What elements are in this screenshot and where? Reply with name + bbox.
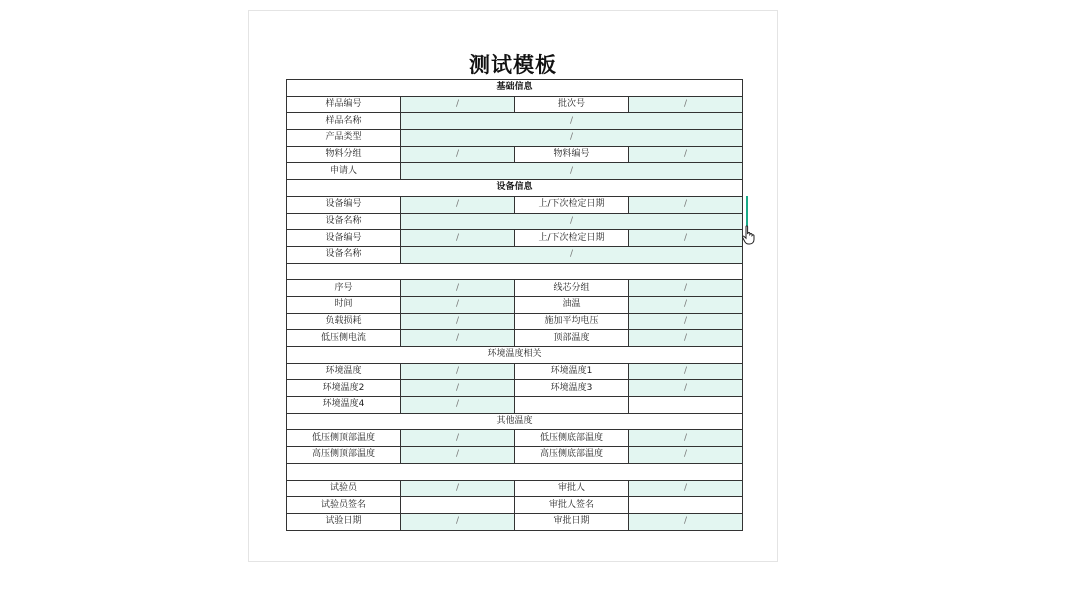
- table-row: [287, 113, 743, 130]
- field-value[interactable]: /: [401, 330, 515, 347]
- field-label: 环境温度1: [515, 363, 629, 380]
- field-value[interactable]: /: [401, 363, 515, 380]
- field-label: 设备编号: [287, 196, 401, 213]
- field-label: 时间: [287, 296, 401, 313]
- field-label: 批次号: [515, 96, 629, 113]
- table-row: [287, 397, 743, 414]
- field-label: 试验日期: [287, 513, 401, 530]
- hand-pointer-icon: [741, 225, 756, 245]
- field-value[interactable]: /: [629, 230, 743, 247]
- field-value[interactable]: /: [629, 330, 743, 347]
- table-row: [287, 447, 743, 464]
- field-value[interactable]: /: [401, 513, 515, 530]
- field-value[interactable]: /: [401, 230, 515, 247]
- field-value[interactable]: /: [629, 513, 743, 530]
- field-value[interactable]: /: [401, 296, 515, 313]
- field-value[interactable]: /: [629, 380, 743, 397]
- table-row: [287, 180, 743, 197]
- field-label: 低压侧顶部温度: [287, 430, 401, 447]
- field-label: 上/下次检定日期: [515, 196, 629, 213]
- table-row: [287, 80, 743, 97]
- field-label: 低压侧底部温度: [515, 430, 629, 447]
- table-row: [287, 130, 743, 147]
- field-label: 设备编号: [287, 230, 401, 247]
- field-label: 序号: [287, 280, 401, 297]
- field-value[interactable]: /: [629, 296, 743, 313]
- field-label: 环境温度: [287, 363, 401, 380]
- field-value[interactable]: /: [401, 146, 515, 163]
- section-header-other-temp: 其他温度: [287, 413, 743, 430]
- field-value[interactable]: /: [629, 313, 743, 330]
- document-page: [248, 10, 778, 562]
- table-row-spacer: [287, 263, 743, 280]
- field-label: 油温: [515, 296, 629, 313]
- field-value[interactable]: /: [401, 480, 515, 497]
- section-header-equipment: 设备信息: [287, 180, 743, 197]
- field-value[interactable]: /: [629, 196, 743, 213]
- field-label: 审批人: [515, 480, 629, 497]
- field-label: 审批日期: [515, 513, 629, 530]
- field-label: 样品名称: [287, 113, 401, 130]
- document-title: 测试模板: [469, 53, 557, 77]
- field-value[interactable]: /: [401, 113, 743, 130]
- field-label: 顶部温度: [515, 330, 629, 347]
- field-value[interactable]: /: [401, 313, 515, 330]
- field-value[interactable]: /: [629, 480, 743, 497]
- field-value[interactable]: /: [629, 146, 743, 163]
- table-row: [287, 480, 743, 497]
- field-value[interactable]: /: [401, 397, 515, 414]
- table-row: [287, 196, 743, 213]
- table-row: [287, 330, 743, 347]
- field-label: 负载损耗: [287, 313, 401, 330]
- field-value[interactable]: /: [629, 447, 743, 464]
- field-label: 环境温度3: [515, 380, 629, 397]
- field-value[interactable]: /: [629, 96, 743, 113]
- table-row: [287, 280, 743, 297]
- signature-cell[interactable]: [401, 497, 515, 514]
- empty-row: [287, 263, 743, 280]
- empty-cell: [515, 397, 629, 414]
- field-value[interactable]: /: [401, 280, 515, 297]
- field-value[interactable]: /: [401, 246, 743, 263]
- field-label: 申请人: [287, 163, 401, 180]
- section-header-basic: 基础信息: [287, 80, 743, 97]
- field-label: 上/下次检定日期: [515, 230, 629, 247]
- table-row: [287, 380, 743, 397]
- field-label: 物料编号: [515, 146, 629, 163]
- table-row: [287, 497, 743, 514]
- table-row: [287, 363, 743, 380]
- table-row: [287, 96, 743, 113]
- table-row: [287, 296, 743, 313]
- field-label: 样品编号: [287, 96, 401, 113]
- field-value[interactable]: /: [401, 96, 515, 113]
- field-label: 审批人签名: [515, 497, 629, 514]
- field-label: 物料分组: [287, 146, 401, 163]
- field-label: 高压侧底部温度: [515, 447, 629, 464]
- field-label: 低压侧电流: [287, 330, 401, 347]
- field-value[interactable]: /: [401, 163, 743, 180]
- field-label: 试验员: [287, 480, 401, 497]
- table-row: [287, 347, 743, 364]
- table-row: [287, 413, 743, 430]
- form-table: [286, 79, 743, 531]
- field-value[interactable]: /: [401, 130, 743, 147]
- table-row: [287, 213, 743, 230]
- field-label: 线芯分组: [515, 280, 629, 297]
- table-row: [287, 513, 743, 530]
- table-row: [287, 163, 743, 180]
- table-row: [287, 430, 743, 447]
- table-row: [287, 313, 743, 330]
- resize-handle[interactable]: [746, 196, 748, 226]
- field-value[interactable]: /: [629, 280, 743, 297]
- field-label: 试验员签名: [287, 497, 401, 514]
- field-value[interactable]: /: [401, 430, 515, 447]
- section-header-ambient: 环境温度相关: [287, 347, 743, 364]
- field-label: 环境温度4: [287, 397, 401, 414]
- table-row: [287, 230, 743, 247]
- field-value[interactable]: /: [401, 447, 515, 464]
- table-row-spacer: [287, 463, 743, 480]
- field-label: 产品类型: [287, 130, 401, 147]
- field-value[interactable]: /: [629, 363, 743, 380]
- signature-cell[interactable]: [629, 497, 743, 514]
- field-value[interactable]: /: [401, 196, 515, 213]
- field-value[interactable]: /: [401, 380, 515, 397]
- field-label: 设备名称: [287, 246, 401, 263]
- field-label: 高压侧顶部温度: [287, 447, 401, 464]
- field-label: 施加平均电压: [515, 313, 629, 330]
- field-label: 设备名称: [287, 213, 401, 230]
- table-row: [287, 146, 743, 163]
- field-value[interactable]: /: [401, 213, 743, 230]
- table-row: [287, 246, 743, 263]
- empty-cell: [629, 397, 743, 414]
- field-value[interactable]: /: [629, 430, 743, 447]
- empty-row: [287, 463, 743, 480]
- field-label: 环境温度2: [287, 380, 401, 397]
